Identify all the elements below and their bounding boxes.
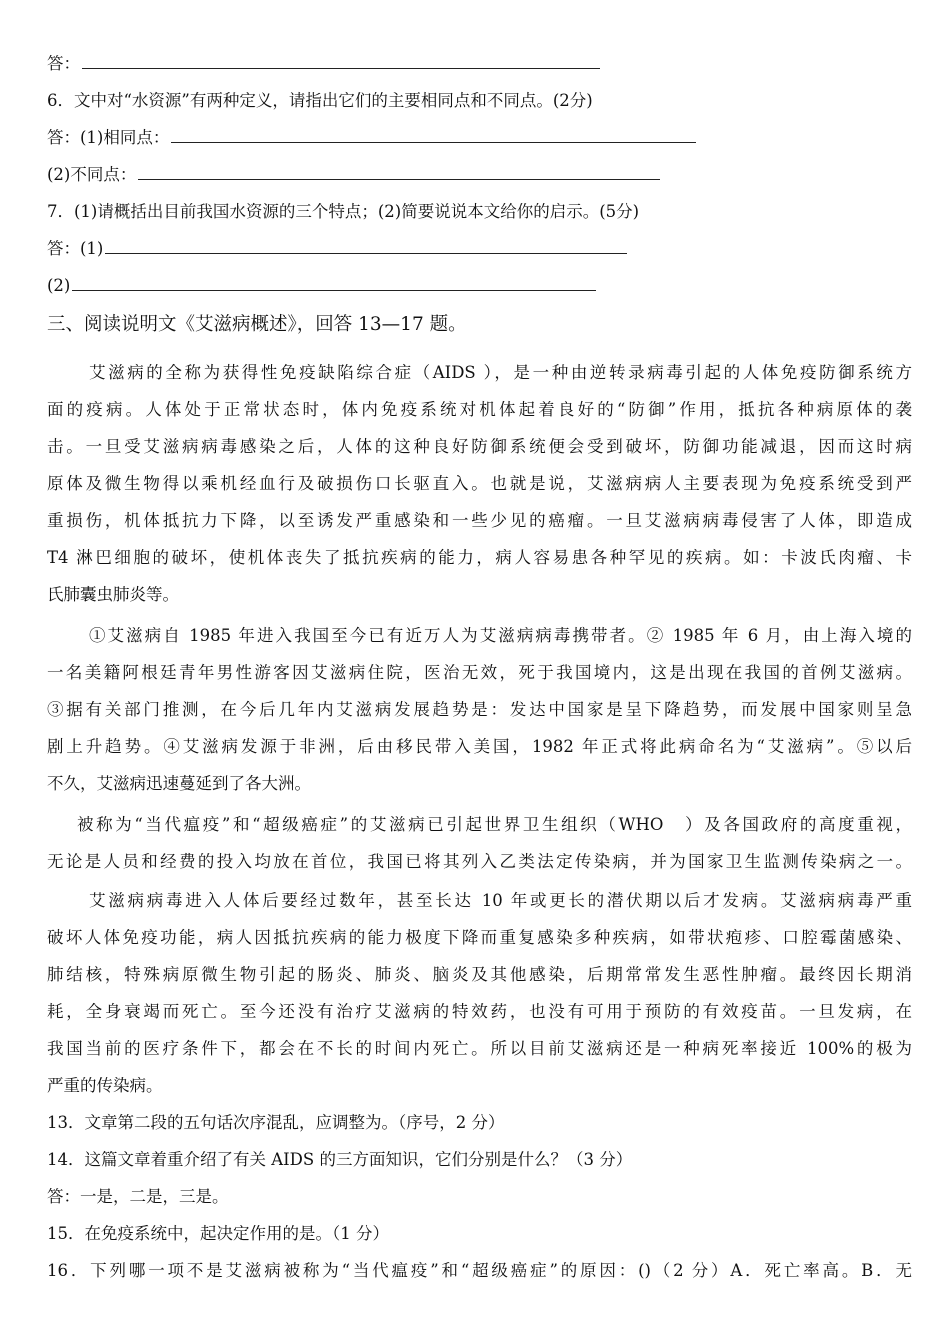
- answer-blank[interactable]: [72, 274, 596, 291]
- question-6: 6．文中对“水资源”有两种定义，请指出它们的主要相同点和不同点。(2分): [47, 91, 593, 110]
- paragraph-4-line: 破坏人体免疫功能，病人因抵抗疾病的能力极度下降而重复感染多种疾病，如带状疱疹、口腔霉菌感染、: [47, 928, 912, 947]
- paragraph-1-line: 重损伤，机体抵抗力下降，以至诱发严重感染和一些少见的癌瘤。一旦艾滋病病毒侵害了人体，即造成: [47, 511, 912, 530]
- answer-blank[interactable]: [105, 237, 627, 254]
- answer-line-6-2: [47, 163, 912, 187]
- paragraph-2-line: ①艾滋病自 1985 年进入我国至今已有近万人为艾滋病病毒携带者。② 1985 年 6 月，由上海入境的: [89, 626, 912, 645]
- section-title: 三、阅读说明文《艾滋病概述》，回答 13—17 题。: [47, 314, 467, 335]
- paragraph-3-line: 无论是人员和经费的投入均放在首位，我国已将其列入乙类法定传染病，并为国家卫生监测传染病之一。: [47, 852, 912, 871]
- paragraph-2-line: 剧上升趋势。④艾滋病发源于非洲，后由移民带入美国，1982 年正式将此病命名为“艾滋病”。⑤以后: [47, 737, 912, 756]
- paragraph-4-line: 我国当前的医疗条件下，都会在不长的时间内死亡。所以目前艾滋病还是一种病死率接近 100%的极为: [47, 1039, 912, 1058]
- answer-line-prev: [47, 52, 912, 76]
- answer-blank[interactable]: [82, 52, 600, 69]
- answer-line-14: 答：一是，二是，三是。: [47, 1187, 229, 1206]
- answer-label: 答：(1): [47, 239, 104, 258]
- paragraph-2-line: ③据有关部门推测，在今后几年内艾滋病发展趋势是：发达中国家是呈下降趋势，而发展中国家则呈急: [47, 700, 912, 719]
- paragraph-4-line: 严重的传染病。: [47, 1076, 163, 1095]
- paragraph-4-line: 艾滋病病毒进入人体后要经过数年，甚至长达 10 年或更长的潜伏期以后才发病。艾滋病病毒严重: [89, 891, 912, 910]
- paragraph-4-line: 肺结核，特殊病原微生物引起的肠炎、肺炎、脑炎及其他感染，后期常常发生恶性肿瘤。最终因长期消: [47, 965, 912, 984]
- paragraph-4-line: 耗，全身衰竭而死亡。至今还没有治疗艾滋病的特效药，也没有可用于预防的有效疫苗。一旦发病，在: [47, 1002, 912, 1021]
- answer-label: 答：(1)相同点：: [47, 128, 170, 147]
- question-14: 14．这篇文章着重介绍了有关 AIDS 的三方面知识，它们分别是什么？（3 分）: [47, 1150, 633, 1169]
- paragraph-2-line: 不久，艾滋病迅速蔓延到了各大洲。: [47, 774, 311, 793]
- answer-line-6-1: [47, 126, 912, 150]
- answer-label: (2): [47, 276, 71, 295]
- answer-line-7-2: [47, 274, 912, 298]
- paragraph-2-line: 一名美籍阿根廷青年男性游客因艾滋病住院，医治无效，死于我国境内，这是出现在我国的首例艾滋病。: [47, 663, 912, 682]
- answer-label: (2)不同点：: [47, 165, 137, 184]
- paragraph-1-line: 原体及微生物得以乘机经血行及破损伤口长驱直入。也就是说，艾滋病病人主要表现为免疫系统受到严: [47, 474, 912, 493]
- answer-blank[interactable]: [171, 126, 696, 143]
- question-16: 16．下列哪一项不是艾滋病被称为“当代瘟疫”和“超级癌症”的原因：()（2 分）A．死亡率高。B．无: [47, 1261, 912, 1280]
- paragraph-1-line: 氏肺囊虫肺炎等。: [47, 585, 179, 604]
- answer-line-7-1: [47, 237, 912, 261]
- question-7: 7．(1)请概括出目前我国水资源的三个特点；(2)简要说说本文给你的启示。(5分): [47, 202, 640, 221]
- question-13: 13．文章第二段的五句话次序混乱，应调整为。（序号，2 分）: [47, 1113, 505, 1132]
- paragraph-1-line: 击。一旦受艾滋病病毒感染之后，人体的这种良好防御系统便会受到破坏，防御功能减退，因而这时病: [47, 437, 912, 456]
- paragraph-3-line: 被称为“当代瘟疫”和“超级癌症”的艾滋病已引起世界卫生组织（WHO ）及各国政府的高度重视，: [77, 815, 912, 834]
- paragraph-1-line: 面的疫病。人体处于正常状态时，体内免疫系统对机体起着良好的“防御”作用，抵抗各种病原体的袭: [47, 400, 912, 419]
- paragraph-1-line: T4 淋巴细胞的破坏，使机体丧失了抵抗疾病的能力，病人容易患各种罕见的疾病。如：卡波氏肉瘤、卡: [47, 548, 912, 567]
- paragraph-1-line: 艾滋病的全称为获得性免疫缺陷综合症（AIDS ），是一种由逆转录病毒引起的人体免疫防御系统方: [89, 363, 912, 382]
- answer-label: 答：: [47, 54, 80, 73]
- answer-blank[interactable]: [138, 163, 660, 180]
- question-15: 15．在免疫系统中，起决定作用的是。（1 分）: [47, 1224, 389, 1243]
